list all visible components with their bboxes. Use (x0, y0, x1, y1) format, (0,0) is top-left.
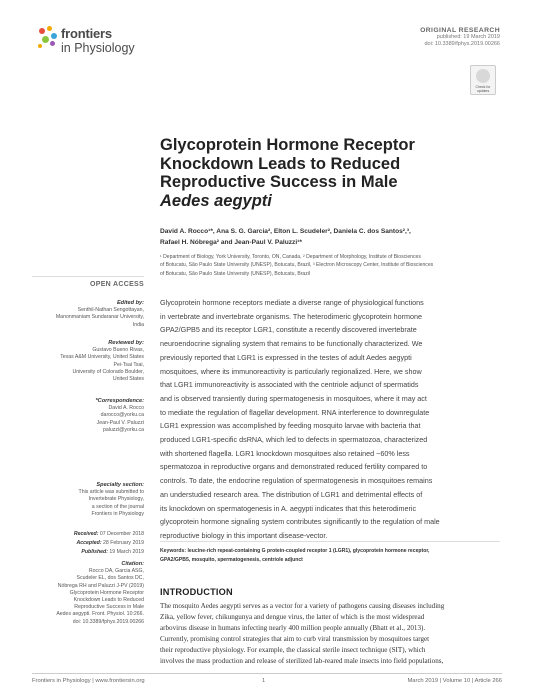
divider (160, 541, 500, 542)
accepted-label: Accepted: (76, 540, 102, 546)
corr-email[interactable]: paluzzi@yorku.ca (102, 426, 144, 433)
crossmark-badge[interactable] (470, 65, 496, 95)
abstract-line: an understudied research area. The distribution of LGR1 and detrimental effects of (160, 489, 423, 499)
intro-line: involves the mass production and release of sterilized lab-reared male insects into field populations, (160, 657, 444, 665)
abstract-line: in vertebrate and invertebrate organisms. The heterodimeric glycoprotein hormone (160, 311, 422, 321)
section-line: Invertebrate Physiology, (88, 496, 144, 503)
intro-body (160, 601, 500, 667)
section-heading: INTRODUCTION (160, 587, 233, 597)
abstract-line: GPA2/GPB5 and its receptor LGR1, constitute a recently discovered invertebrate (160, 325, 417, 335)
reviewed-by-block (32, 340, 144, 383)
published-label: Published: (81, 549, 108, 555)
editor-line: India (132, 321, 144, 328)
journal-name: in Physiology (61, 41, 135, 55)
authors-line-2[interactable]: Rafael H. Nóbrega² and Jean-Paul V. Paluzzi¹* (160, 238, 302, 246)
accepted-date: 28 February 2019 (103, 540, 144, 546)
brand-name: frontiers (61, 26, 112, 41)
affiliation-line-1: ¹ Department of Biology, York University, Toronto, ON, Canada, ² Department of Morphology, Institute of Biosciences (160, 254, 421, 260)
affiliation-line-3: of Botucatu, São Paulo State University (UNESP), Botucatu, Brazil (160, 270, 311, 277)
citation-line: Scudeler EL, dos Santos DC, (76, 575, 144, 582)
citation-doi[interactable]: doi: 10.3389/fphys.2019.00266 (72, 618, 144, 625)
abstract-line: that LGR1 immunoreactivity is associated with the centriole adjunct of spermatids (160, 380, 419, 390)
divider (32, 673, 502, 674)
affiliations (160, 253, 500, 278)
abstract-line: previously reported that LGR1 is expressed in the testes of adult Aedes aegypti (160, 352, 412, 362)
correspondence-block (32, 398, 144, 434)
journal-logo[interactable] (37, 24, 167, 60)
abstract-line: controls. To date, the endocrine regulation of spermatogenesis in mosquitoes remains (160, 476, 433, 486)
corr-email[interactable]: darocco@yorku.ca (100, 412, 144, 419)
reviewed-by-label: Reviewed by: (108, 340, 144, 346)
authors-line-1[interactable]: David A. Rocco¹*, Ana S. G. Garcia², Elton L. Scudeler², Daniela C. dos Santos²,³, (160, 228, 411, 235)
citation-line: Glycoprotein Hormone Receptor (69, 589, 144, 596)
section-line: This article was submitted to (78, 489, 144, 496)
specialty-section-label: Specialty section: (96, 482, 144, 488)
article-type: ORIGINAL RESEARCH (420, 27, 500, 34)
citation-block (32, 561, 144, 626)
reviewer-line: United States (112, 376, 144, 383)
keywords-label: Keywords: (160, 548, 187, 554)
keywords-line-2 (160, 556, 500, 565)
edited-by-label: Edited by: (116, 300, 144, 306)
intro-line: Zika, yellow fever, chikungunya and dengue virus, the latter of which is the most widespread (160, 613, 425, 621)
received-label: Received: (73, 531, 99, 537)
divider (32, 276, 144, 277)
citation-line: Reproductive Success in Male (74, 604, 144, 611)
title-line-3: Reproductive Success in Male (160, 173, 398, 191)
published-date: published: 19 March 2019 (436, 34, 500, 40)
intro-line: Currently, promising control strategies that aim to curb viral transmission by mosquitoes target (160, 635, 430, 643)
open-access-label: OPEN ACCESS (90, 281, 144, 288)
citation-line: Rocco DA, Garcia ASG, (88, 568, 144, 575)
crossmark-icon (476, 69, 490, 83)
abstract-line: and is observed transiently during spermatogenesis in mosquitoes, where it may act (160, 393, 427, 403)
corr-name: David A. Rocco (108, 405, 144, 412)
article-meta (300, 27, 500, 48)
specialty-section-block (32, 482, 144, 518)
keywords-text: leucine-rich repeat-containing G protein-coupled receptor 1 (LGR1), glycoprotein hormone receptor, (187, 548, 430, 554)
doi-link[interactable]: doi: 10.3389/fphys.2019.00266 (424, 41, 500, 47)
footer-journal[interactable]: Frontiers in Physiology | www.frontiersin.org (32, 678, 145, 684)
reviewer-line: Gustavo Bueno Rivas, (92, 347, 144, 354)
abstract-line: with shortened flagella. LGR1 knockdown mosquitoes also retained ~60% less (160, 448, 410, 458)
received-row (32, 531, 144, 537)
abstract-line: neuroendocrine signaling system that remains to be functionally characterized. We (160, 339, 423, 349)
citation-line: Knockdown Leads to Reduced (73, 597, 144, 604)
section-line: a section of the journal (91, 503, 144, 510)
title-line-2: Knockdown Leads to Reduced (160, 154, 401, 173)
abstract-line: reproductive biology in this important disease-vector. (160, 530, 328, 540)
intro-line: arbovirus disease in humans infecting nearly 400 million people annually (Bhatt et al., 2013). (160, 624, 426, 632)
title-line-1: Glycoprotein Hormone Receptor (160, 136, 415, 154)
editor-line: Senthil-Nathan Sengottayan, (77, 307, 144, 314)
abstract-line: produced LGR1-specific dsRNA, which led to defects in spermatozoa, characterized (160, 435, 428, 445)
edited-by-block (32, 300, 144, 329)
published-date-side: 19 March 2019 (109, 549, 144, 555)
article-title (160, 136, 500, 210)
keywords-text: GPA2/GPB5, mosquito, spermatogenesis, centriole adjunct (160, 556, 303, 563)
intro-line: their reproductive physiology. For example, the classical sterile insect technique (SIT), which (160, 646, 426, 654)
accepted-row (32, 540, 144, 546)
abstract-line: Glycoprotein hormone receptors mediate a diverse range of physiological functions (160, 298, 424, 307)
abstract-line: to mediate the regulation of flagellar development. RNA interference to downregulate (160, 407, 430, 417)
citation-line: Nóbrega RH and Paluzzi J-PV (2019) (57, 582, 144, 589)
abstract-line: glycoprotein hormone signaling system contributes significantly to the regulation of male (160, 517, 440, 527)
frontiers-logo-icon (37, 26, 59, 50)
received-date: 07 December 2018 (99, 531, 144, 537)
intro-line: The mosquito Aedes aegypti serves as a vector for a variety of pathogens causing diseases including (160, 602, 445, 610)
keywords (160, 547, 500, 564)
footer-volume: March 2019 | Volume 10 | Article 266 (407, 678, 502, 684)
abstract (160, 296, 500, 543)
citation-line: Aedes aegypti. Front. Physiol. 10:266. (56, 611, 144, 618)
affiliation-line-2: of Botucatu, São Paulo State University (UNESP), Botucatu, Brazil, ³ Electron Microscopy Center, Institute of Biosciences (160, 262, 434, 269)
corr-name: Jean-Paul V. Paluzzi (96, 419, 144, 426)
correspondence-label: *Correspondence: (95, 398, 144, 404)
citation-label: Citation: (121, 561, 144, 567)
section-line: Frontiers in Physiology (91, 510, 144, 517)
abstract-line: mosquitoes, where its immunoreactivity is particularly regionalized. Here, we show (160, 366, 422, 376)
published-row (32, 549, 144, 555)
editor-line: Manonmaniam Sundaranar University, (55, 314, 144, 321)
abstract-line: its knockdown on spermatogenesis in A. aegypti indicates that this heterodimeric (160, 503, 417, 513)
abstract-line: LGR1 expression was accomplished by feeding mosquito larvae with bacteria that (160, 421, 421, 431)
crossmark-label: Check for updates (475, 85, 491, 93)
author-list (160, 227, 500, 248)
reviewer-line: Pei-Tsai Tsai, (113, 361, 144, 368)
reviewer-line: University of Colorado Boulder, (72, 368, 144, 375)
page-number: 1 (262, 678, 266, 684)
keywords-line-1 (160, 547, 500, 556)
reviewer-line: Texas A&M University, United States (60, 354, 144, 361)
abstract-line: spermatozoa in reproductive organs and demonstrated reduced fertility compared to (160, 462, 428, 472)
title-line-4: Aedes aegypti (160, 191, 272, 210)
